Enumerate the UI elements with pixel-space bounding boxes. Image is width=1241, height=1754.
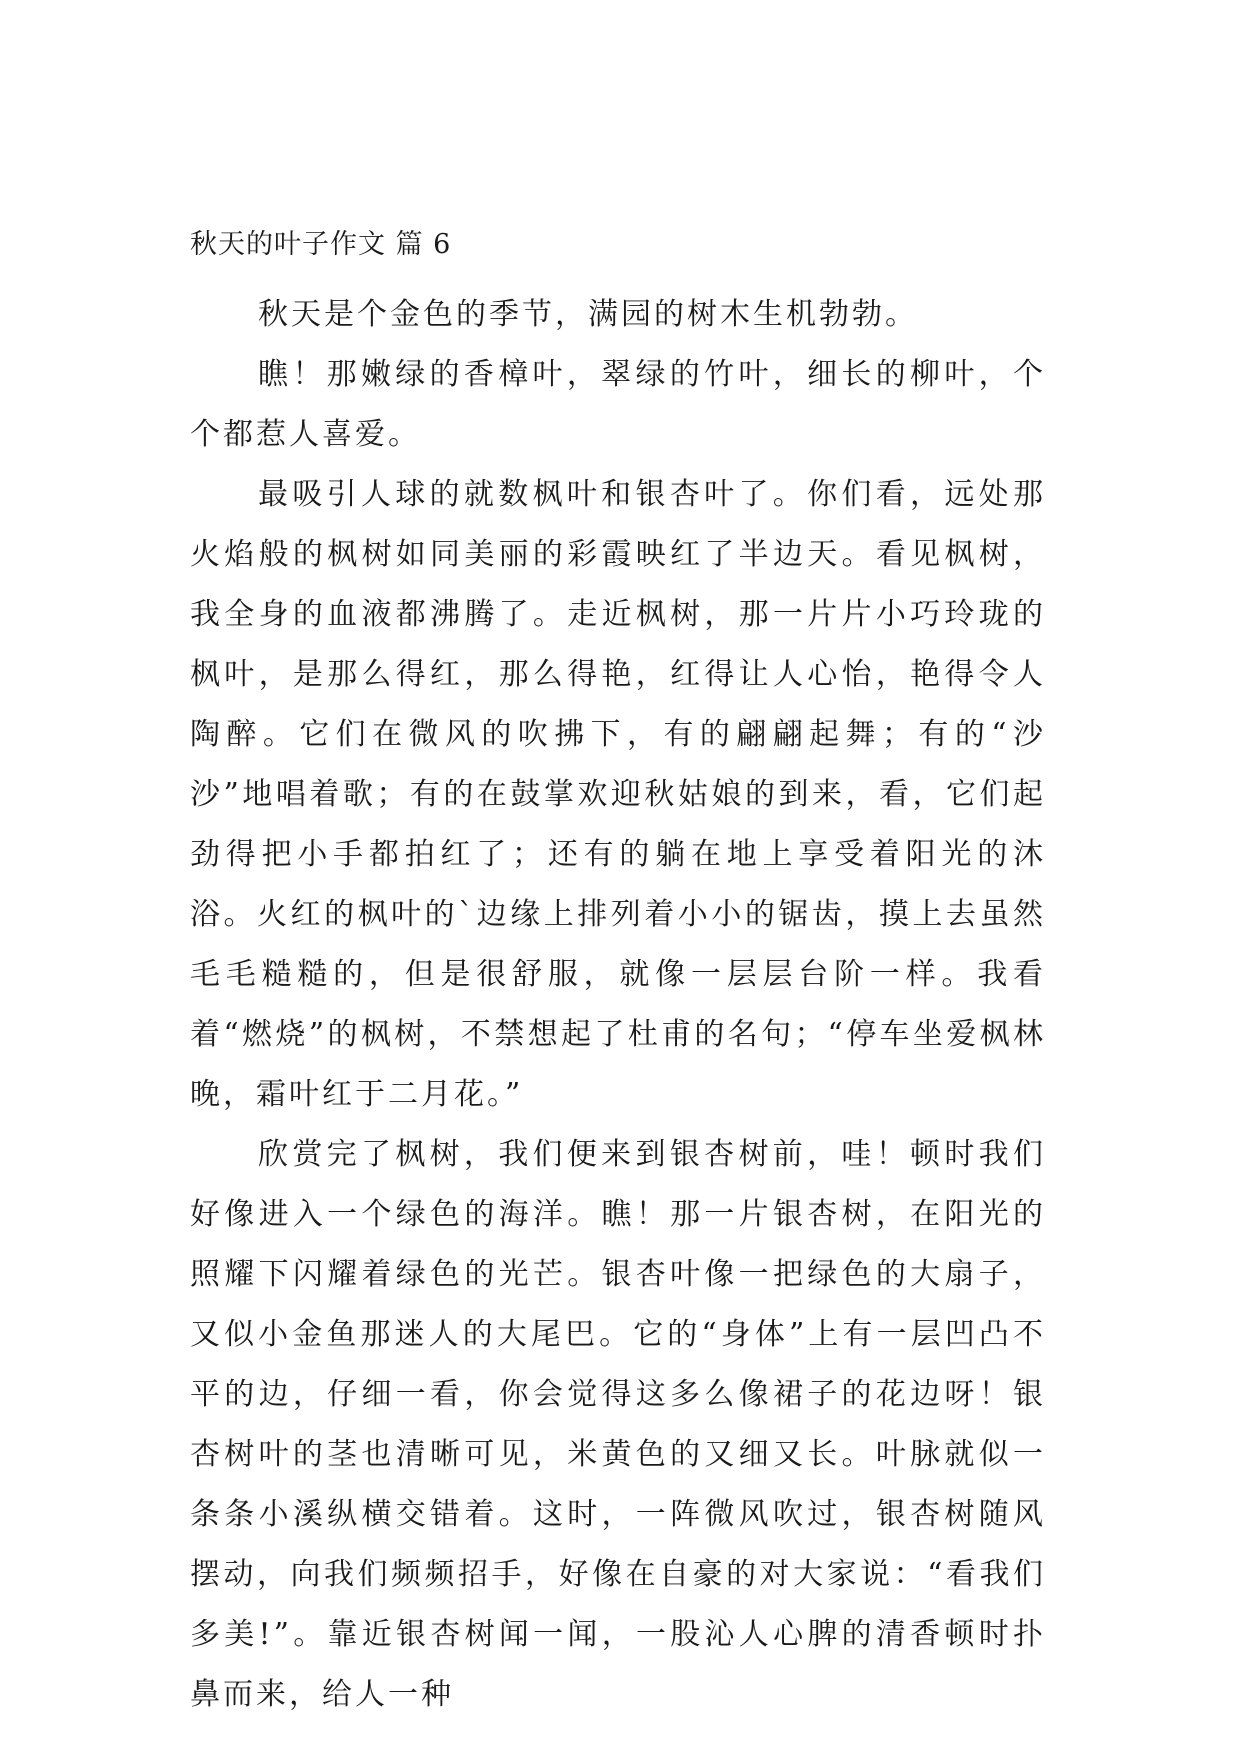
paragraph: 最吸引人球的就数枫叶和银杏叶了。你们看，远处那火焰般的枫树如同美丽的彩霞映红了半边天。看见枫树，我全身的血液都沸腾了。走近枫树，那一片片小巧玲珑的枫叶，是那么得红，那么得艳，红得让人心怡，艳得令人陶醉。它们在微风的吹拂下，有的翩翩起舞；有的“沙沙”地唱着歌；有的在鼓掌欢迎秋姑娘的到来，看，它们起劲得把小手都拍红了；还有的躺在地上享受着阳光的沐浴。火红的枫叶的`边缘上排列着小小的锯齿，摸上去虽然毛毛糙糙的，但是很舒服，就像一层层台阶一样。我看着“燃烧”的枫树，不禁想起了杜甫的名句；“停车坐爱枫林晚，霜叶红于二月花。” xyxy=(190,477,1046,1112)
document-title: 秋天的叶子作文 篇 6 xyxy=(190,229,452,260)
paragraph: 瞧！那嫩绿的香樟叶，翠绿的竹叶，细长的柳叶，个个都惹人喜爱。 xyxy=(190,357,1046,452)
document-body xyxy=(190,225,1046,1725)
paragraph: 欣赏完了枫树，我们便来到银杏树前，哇！顿时我们好像进入一个绿色的海洋。瞧！那一片银杏树，在阳光的照耀下闪耀着绿色的光芒。银杏叶像一把绿色的大扇子，又似小金鱼那迷人的大尾巴。它的“身体”上有一层凹凸不平的边，仔细一看，你会觉得这多么像裙子的花边呀！银杏树叶的茎也清晰可见，米黄色的又细又长。叶脉就似一条条小溪纵横交错着。这时，一阵微风吹过，银杏树随风摆动，向我们频频招手，好像在自豪的对大家说：“看我们多美!”。靠近银杏树闻一闻，一股沁人心脾的清香顿时扑鼻而来，给人一种 xyxy=(190,1137,1046,1712)
paragraph: 秋天是个金色的季节，满园的树木生机勃勃。 xyxy=(258,297,918,332)
